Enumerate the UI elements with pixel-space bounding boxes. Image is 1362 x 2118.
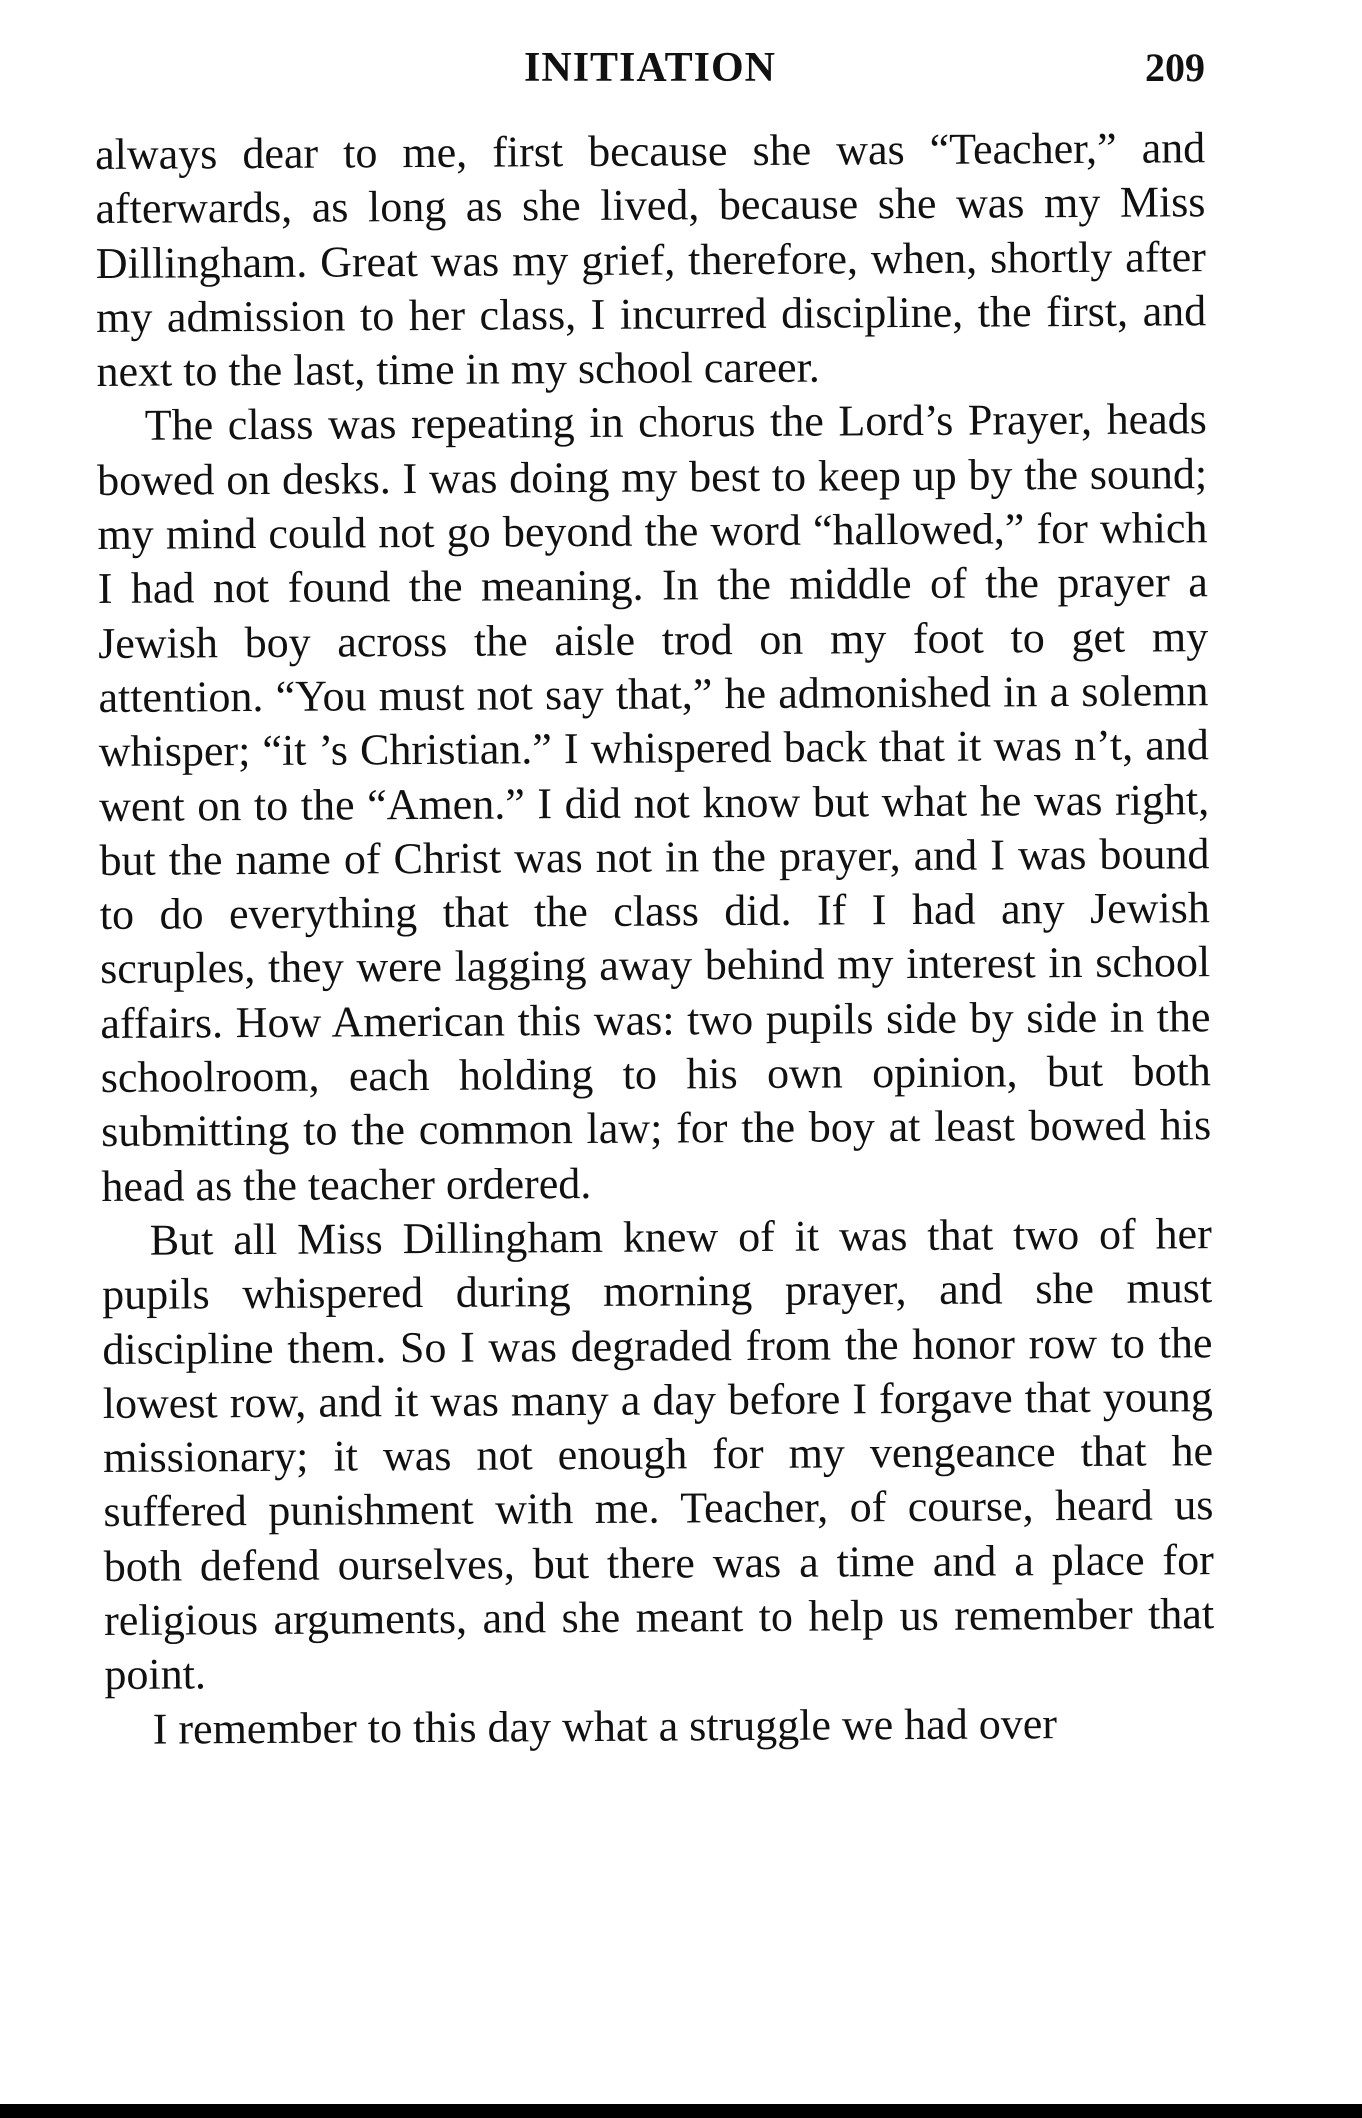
page-number: 209 (1145, 45, 1205, 90)
body-text (95, 121, 1215, 1757)
chapter-title: INITIATION (524, 45, 776, 91)
paragraph: But all Miss Dillingham knew of it was that two of her pupils whispered during morning prayer, and she must discipline them. So I was degraded from the honor row to the lowest row, and it was many a day before I forgave that young missionary; it was not enough for my vengeance that he suffered punishment with me. Teacher, of course, heard us both defend ourselves, but there was a time and a place for religious arguments, and she meant to help us remember that point. (101, 1209, 1215, 1700)
scan-border (0, 2104, 1362, 2118)
paragraph: I remember to this day what a struggle we had over (152, 1698, 1058, 1754)
paragraph: always dear to me, first because she was “Teacher,” and afterwards, as long as she lived, because she was my Miss Dillingham. Great was my grief, therefore, when, shortly after my admission to her class, I incurred discipline, the first, and next to the last, time in my school career. (95, 123, 1207, 397)
paragraph: The class was repeating in chorus the Lord’s Prayer, heads bowed on desks. I was doing my best to keep up by the sound; my mind could not go beyond the word “hallowed,” for which I had not found the meaning. In the middle of the prayer a Jewish boy across the aisle trod on my foot to get my attention. “You must not say that,” he admonished in a solemn whisper; “it ’s Christian.” I whispered back that it was n’t, and went on to the “Amen.” I did not know but what he was right, but the name of Christ was not in the prayer, and I was bound to do everything that the class did. If I had any Jewish scruples, they were lagging away behind my interest in school affairs. How American this was: two pupils side by side in the schoolroom, each holding to his own opinion, but both submitting to the common law; for the boy at least bowed his head as the teacher ordered. (97, 394, 1212, 1211)
running-head (95, 38, 1205, 98)
